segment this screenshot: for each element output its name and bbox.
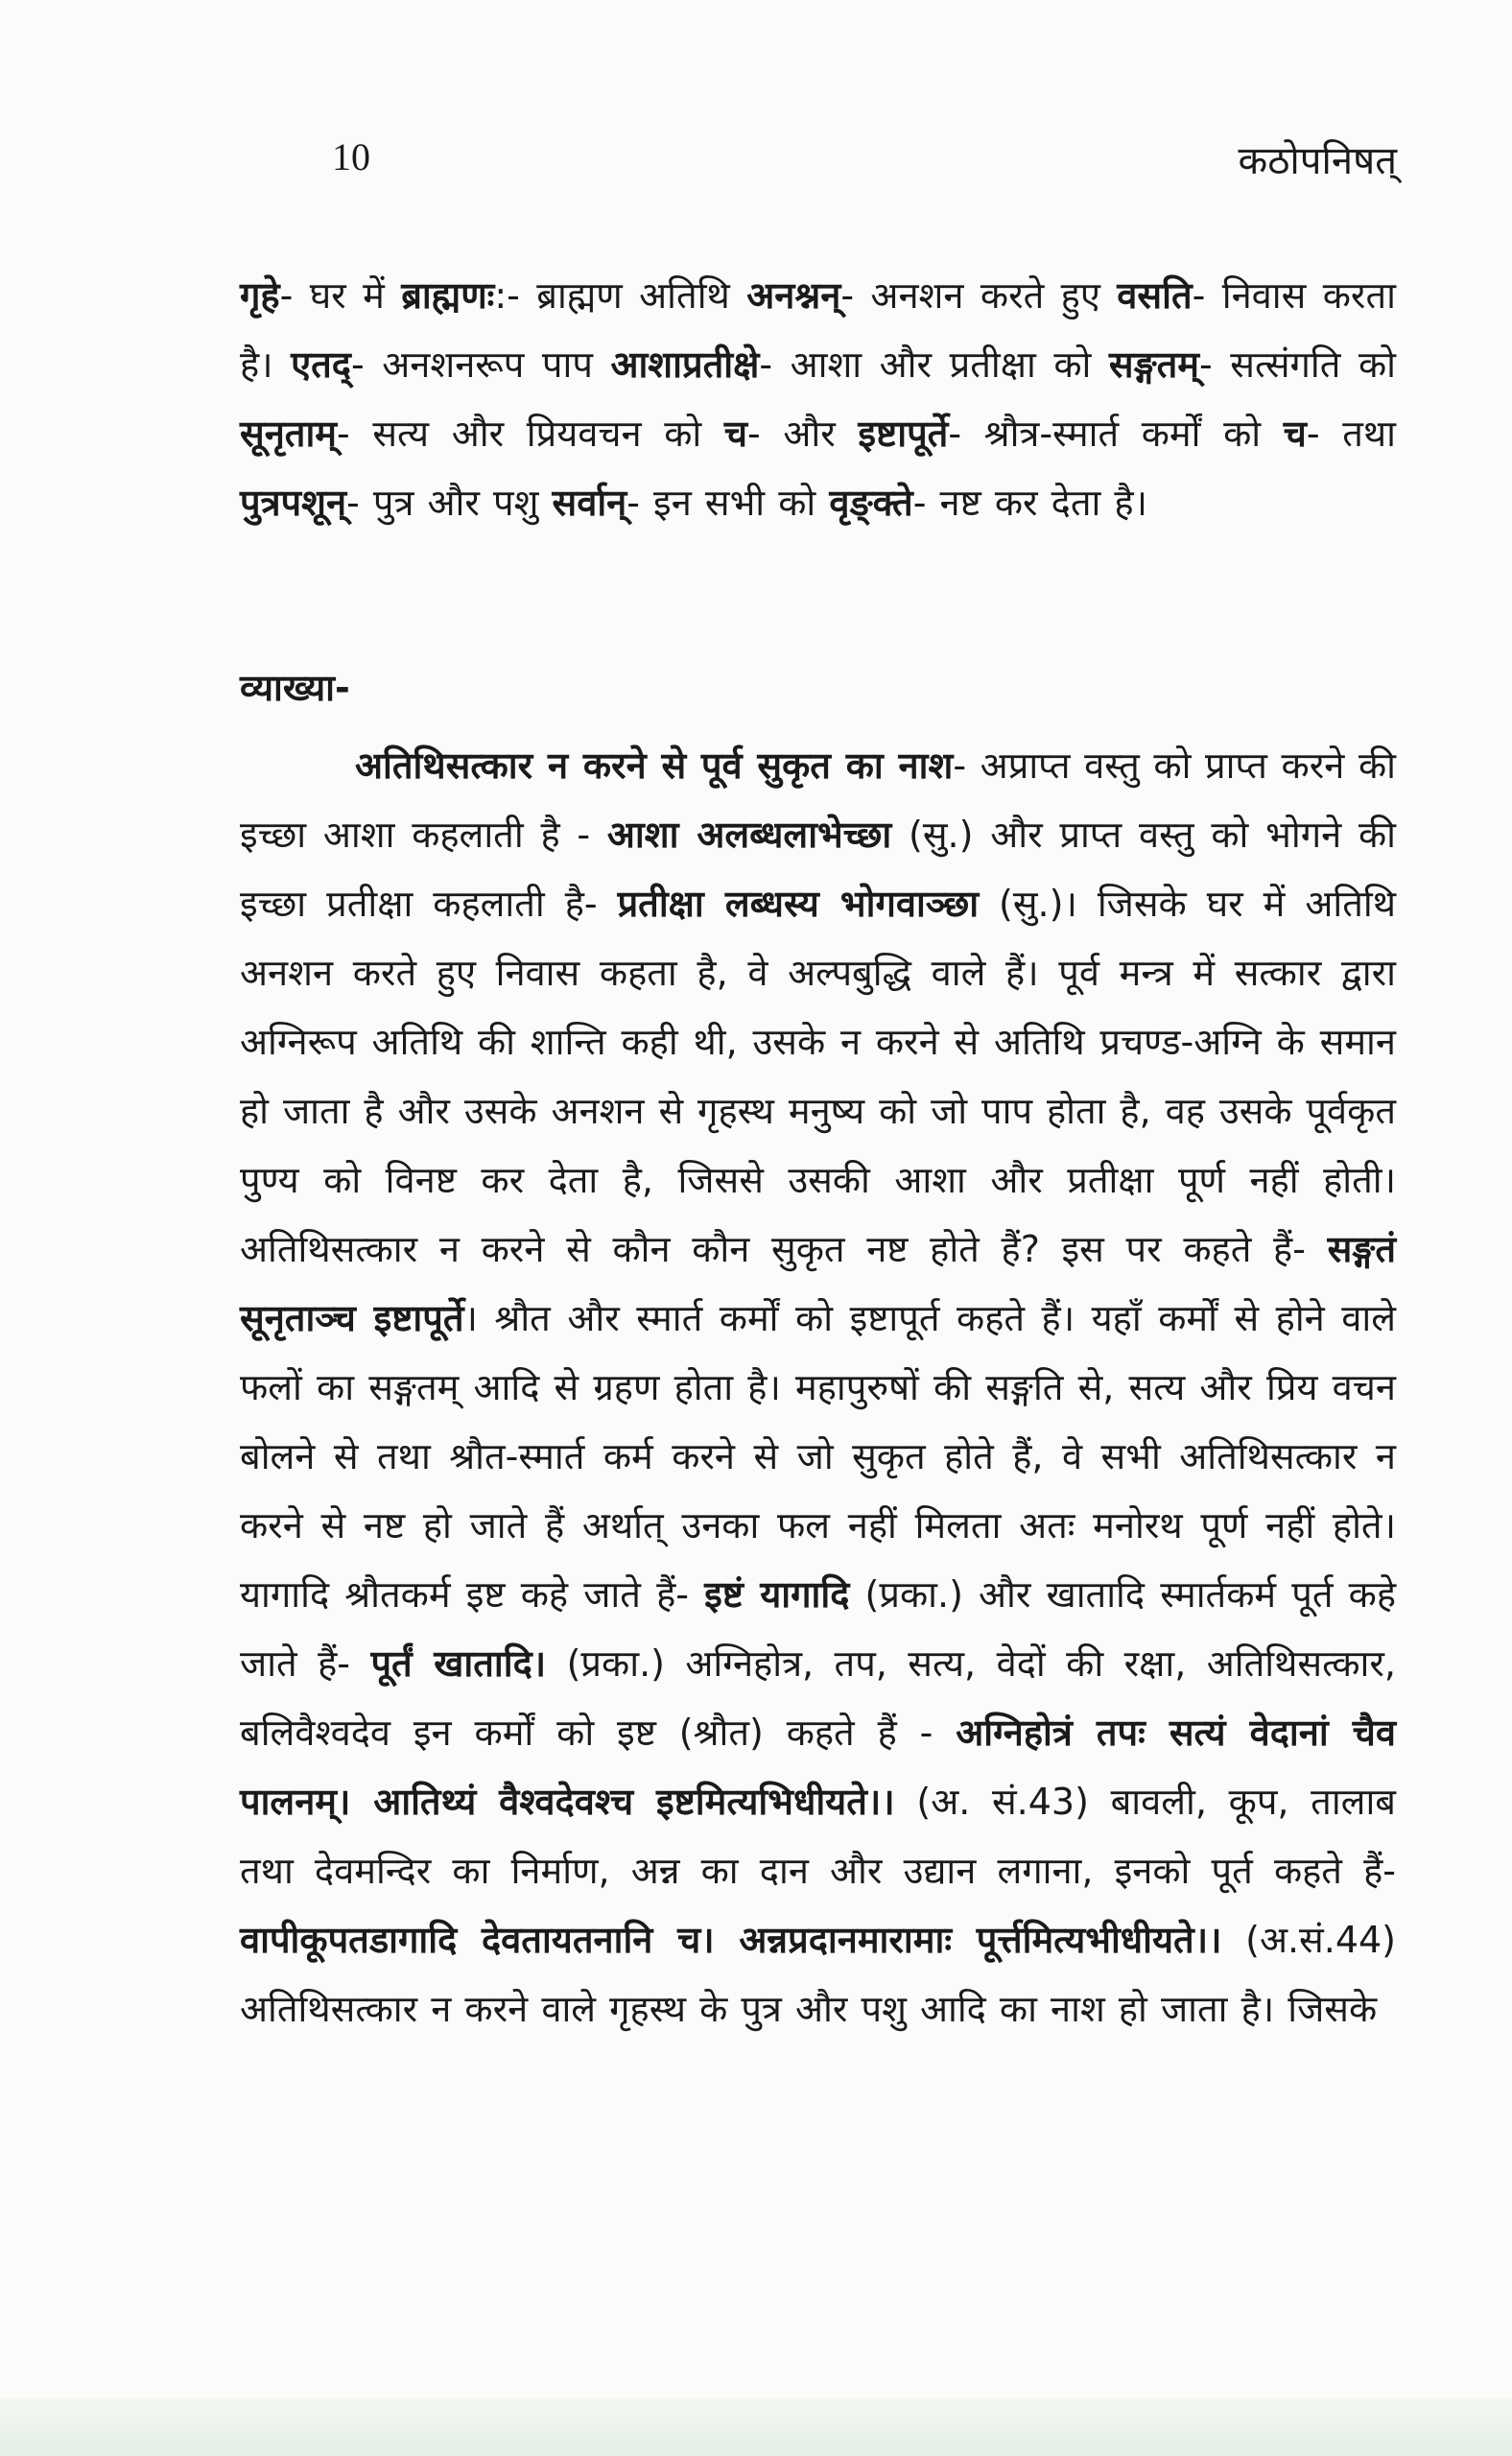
body-text: । श्रौत और स्मार्त कर्मों को इष्टापूर्त कहते हैं। यहाँ कर्मों से होने वाले फलों का सङ्गतम् आदि से ग्रहण होता है। महापुरुषों की सङ्गति से, सत्य और प्रिय वचन बोलने से तथा श्रौत-स्मार्त कर्म करने से जो सुकृत होते हैं, वे सभी अतिथिसत्कार न करने से नष्ट हो जाते हैं अर्थात् उनका फल नहीं मिलता अतः मनोरथ पूर्ण नहीं होते। यागादि श्रौतकर्म इष्ट कहे जाते हैं-	[240, 1297, 1396, 1616]
meaning: - सत्य और प्रियवचन को	[337, 413, 724, 455]
quotation: पूर्तं खातादि।	[370, 1642, 547, 1685]
meaning: - पुत्र और पशु	[346, 482, 553, 524]
meaning: - आशा और प्रतीक्षा को	[759, 343, 1109, 386]
commentary-paragraph	[240, 731, 1396, 2043]
body-text: (अ. सं.43) बावली, कूप, तालाब तथा देवमन्दिर का निर्माण, अन्न का दान और उद्यान लगाना, इनको पूर्त कहते हैं-	[240, 1781, 1396, 1892]
meaning: - सत्संगति को	[1199, 343, 1396, 386]
page-number: 10	[332, 135, 370, 178]
meaning: - तथा	[1306, 413, 1397, 455]
body-text: - अप्राप्त वस्तु को प्राप्त करने की इच्छा आशा कहलाती है -	[240, 744, 1396, 856]
term: सङ्गतम्	[1108, 343, 1200, 386]
term: ब्राह्मणः	[401, 274, 495, 317]
body-text: (सु.)। जिसके घर में अतिथि अनशन करते हुए निवास कहता है, वे अल्पबुद्धि वाले हैं। पूर्व मन्त्र में सत्कार द्वारा अग्निरूप अतिथि की शान्ति कही थी, उसके न करने से अतिथि प्रचण्ड-अग्नि के समान हो जाता है और उसके अनशन से गृहस्थ मनुष्य को जो पाप होता है, वह उसके पूर्वकृत पुण्य को विनष्ट कर देता है, जिससे उसकी आशा और प्रतीक्षा पूर्ण नहीं होती। अतिथिसत्कार न करने से कौन कौन सुकृत नष्ट होते हैं? इस पर कहते हैं-	[240, 883, 1397, 1270]
term: पुत्रपशून्	[240, 482, 347, 524]
meaning: - नष्ट कर देता है।	[912, 482, 1147, 524]
term: सूनृताम्	[240, 413, 338, 455]
meaning: :- ब्राह्मण अतिथि	[494, 274, 747, 317]
body-text: (प्रका.) अग्निहोत्र, तप, सत्य, वेदों की रक्षा, अतिथिसत्कार, बलिवैश्वदेव इन कर्मों को इष्ट (श्रौत) कहते हैं -	[240, 1642, 1397, 1754]
body-text: (अ.सं.44) अतिथिसत्कार न करने वाले गृहस्थ के पुत्र और पशु आदि का नाश हो जाता है। जिसके	[240, 1919, 1396, 2030]
meaning: - और	[747, 413, 859, 455]
term: वसति	[1117, 274, 1193, 317]
quotation: आशा अलब्धलाभेच्छा	[606, 814, 892, 856]
term: सर्वान्	[552, 482, 627, 524]
term: गृहे	[240, 274, 280, 317]
term: च	[723, 413, 748, 455]
subheading: अतिथिसत्कार न करने से पूर्व सुकृत का नाश	[355, 744, 954, 787]
scan-edge	[0, 2398, 1512, 2456]
meaning: - अनशनरूप पाप	[350, 343, 611, 386]
body-text: (प्रका.) और खातादि स्मार्तकर्म पूर्त कहे जाते हैं-	[240, 1573, 1396, 1685]
term: वृङ्क्ते	[829, 482, 913, 524]
term: एतद्	[291, 343, 351, 386]
meaning: - घर में	[279, 274, 402, 317]
running-title: कठोपनिषत्	[1238, 139, 1397, 183]
term: अनश्नन्	[746, 274, 841, 317]
quotation: अग्निहोत्रं तपः सत्यं वेदानां चैव पालनम्। आतिथ्यं वैश्वदेवश्च इष्टमित्यभिधीयते।।	[240, 1712, 1396, 1823]
meaning: - निवास करता है।	[240, 274, 1396, 386]
quotation: सङ्गतं सूनृताञ्च इष्टापूर्ते	[240, 1228, 1396, 1339]
word-meaning-paragraph	[240, 261, 1396, 537]
term: इष्टापूर्ते	[858, 413, 949, 455]
term: आशाप्रतीक्षे	[610, 343, 760, 386]
body-text: (सु.) और प्राप्त वस्तु को भोगने की इच्छा प्रतीक्षा कहलाती है-	[240, 814, 1396, 925]
meaning: - इन सभी को	[626, 482, 830, 524]
quotation: प्रतीक्षा लब्धस्य भोगवाञ्छा	[617, 883, 980, 925]
term: च	[1283, 413, 1307, 455]
quotation: वापीकूपतडागादि देवतायतनानि च। अन्नप्रदानमारामाः पूर्त्तमित्यभीधीयते।।	[240, 1919, 1222, 1961]
section-heading: व्याख्या-	[240, 667, 350, 709]
meaning: - अनशन करते हुए	[840, 274, 1118, 317]
meaning: - श्रौत्र-स्मार्त कर्मों को	[948, 413, 1284, 455]
quotation: इष्टं यागादि	[704, 1573, 850, 1616]
